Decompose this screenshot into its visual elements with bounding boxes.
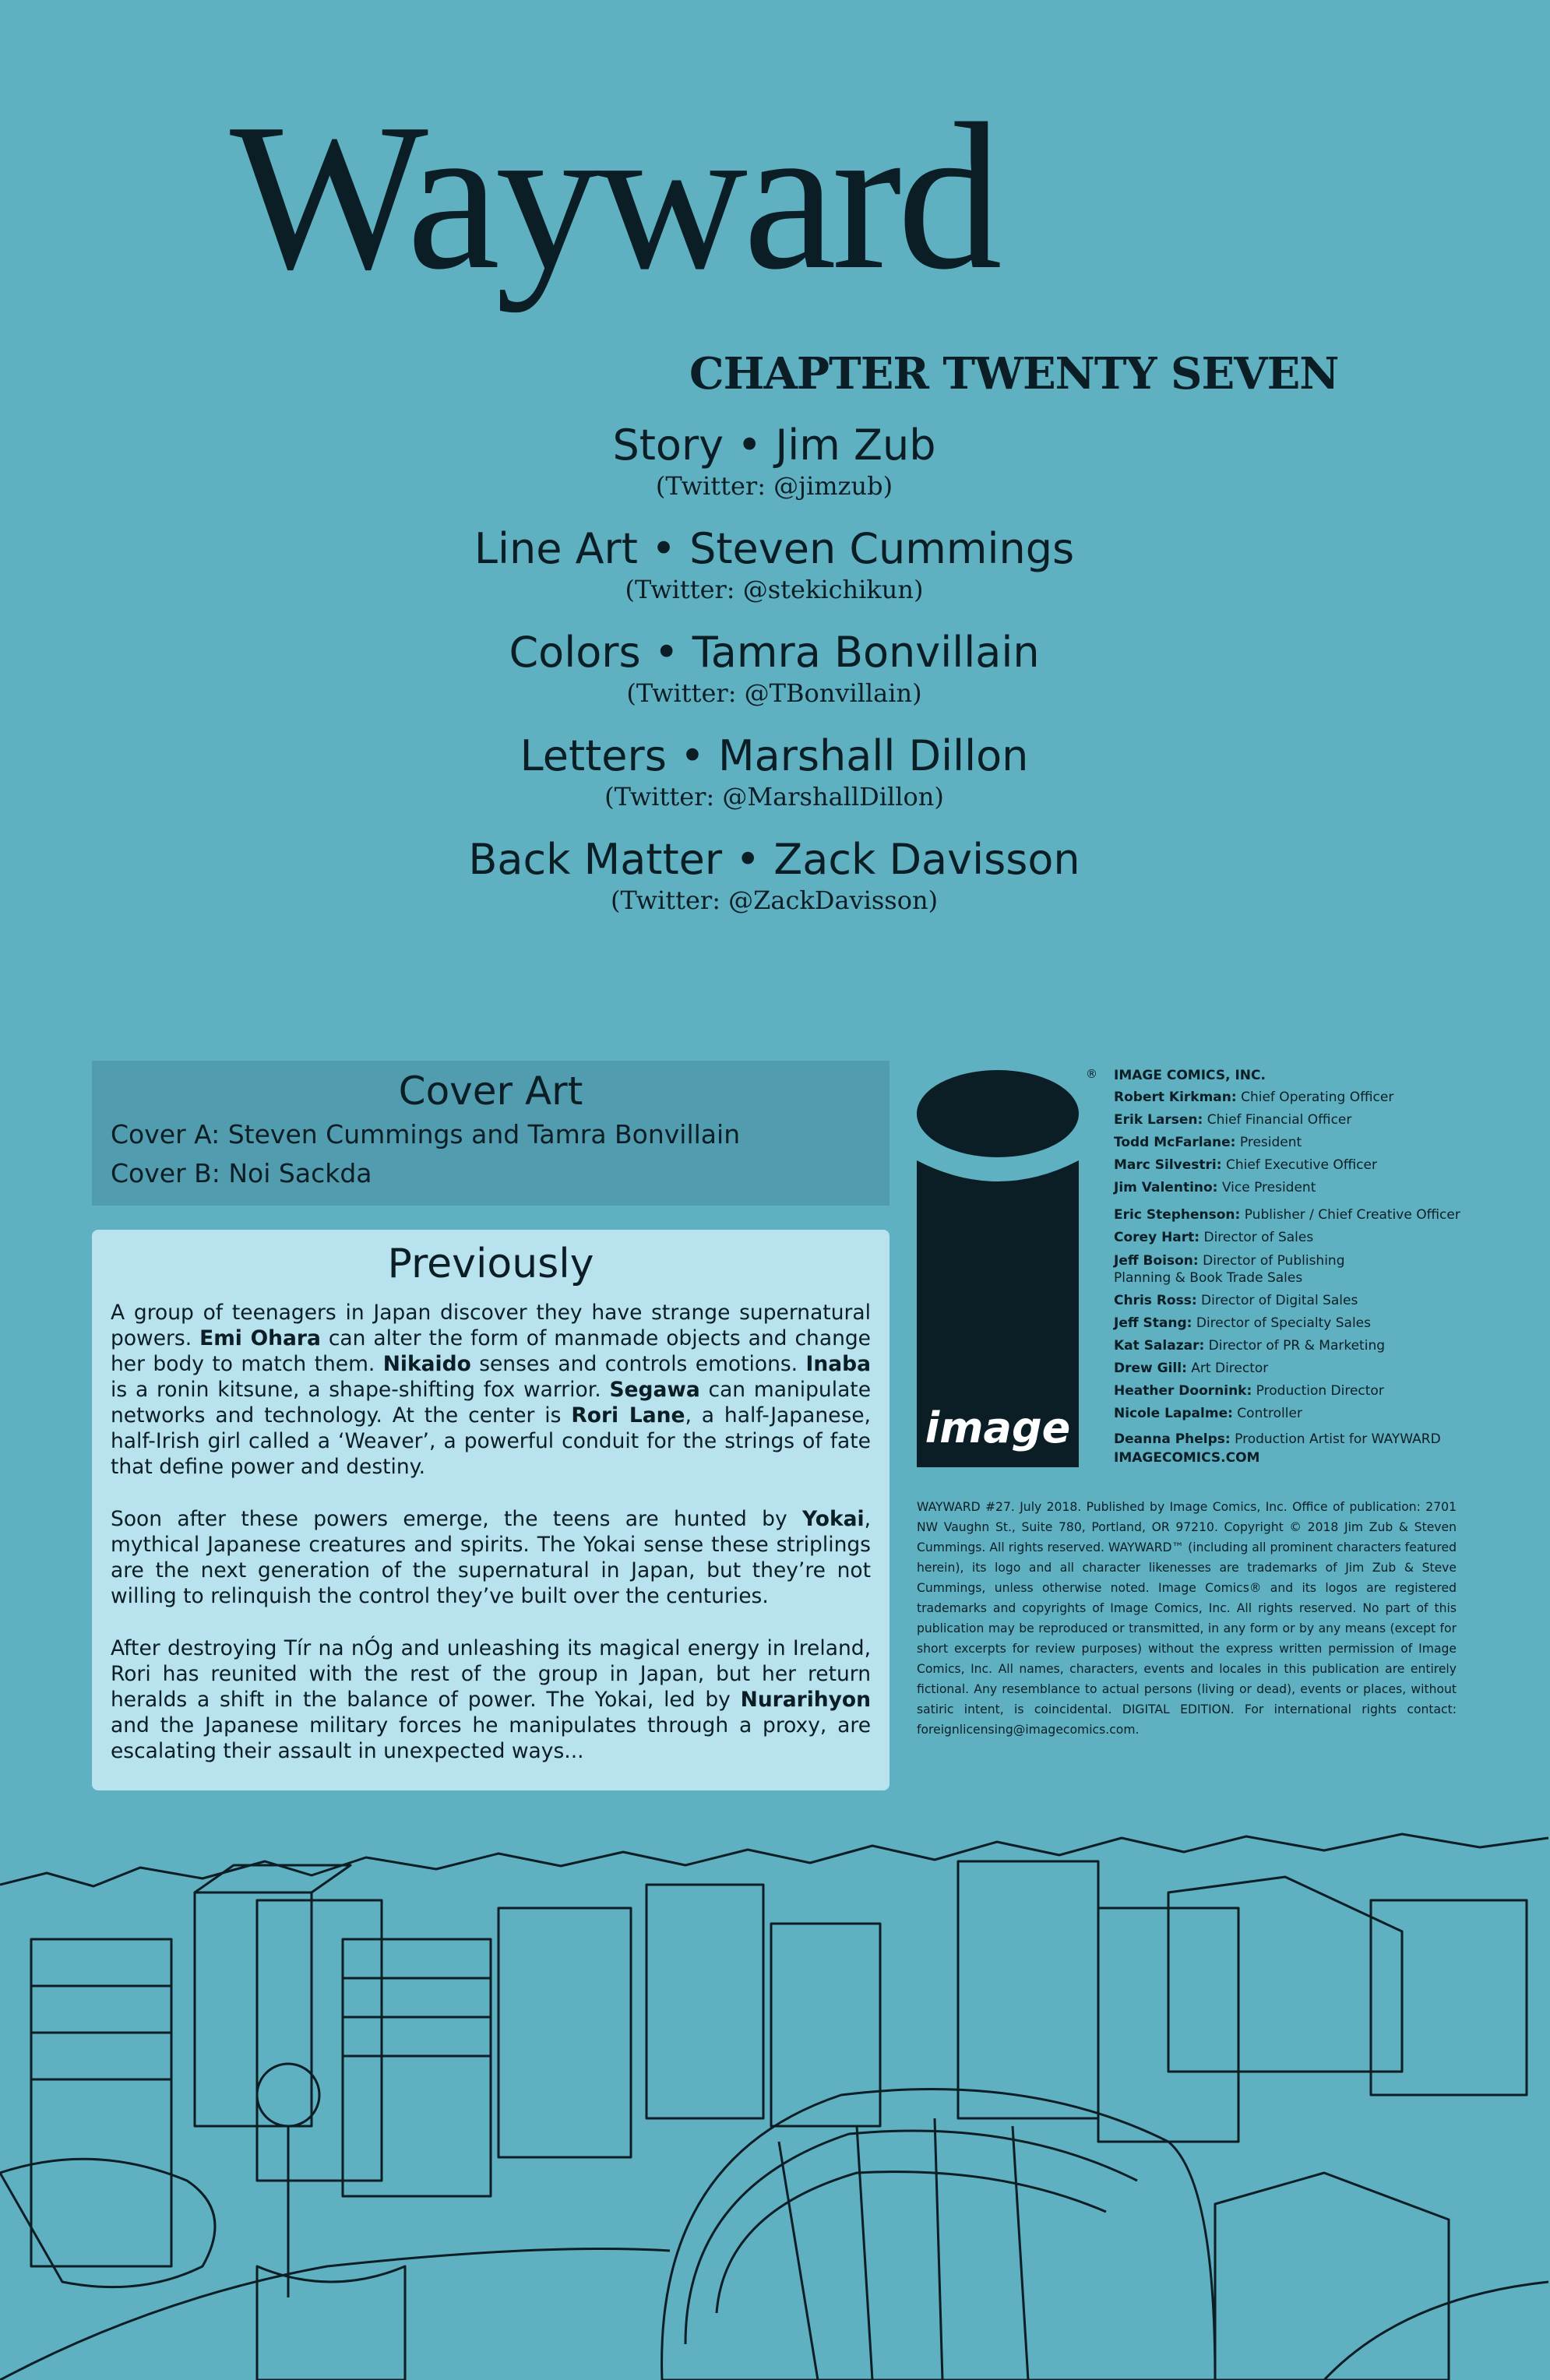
staff-title: President [1235, 1135, 1302, 1150]
staff-title: Vice President [1217, 1180, 1316, 1195]
credit-role: Story • Jim Zub [612, 421, 936, 470]
publisher-company: IMAGE COMICS, INC. [1114, 1068, 1266, 1083]
staff-row [1114, 1227, 1550, 1249]
registered-mark: ® [1086, 1067, 1097, 1081]
staff-name: Drew Gill: [1114, 1361, 1187, 1376]
credit-colors [0, 628, 1548, 709]
staff-title: Director of Sales [1199, 1230, 1314, 1245]
legal-indicia: WAYWARD #27. July 2018. Published by Image Comics, Inc. Office of publication: 2701 NW Vaughn St., Suite 780, Portland, OR 97210. Copyright © 2018 Jim Zub & Steven Cummings. All rights reserved. WAYWARD™ (including all prominent characters featured herein), its logo and all character likenesses are trademarks of Jim Zub & Steve Cummings, unless otherwise noted. Image Comics® and its logos are registered trademarks and copyrights of Image Comics, Inc. All rights reserved. No part of this publication may be reproduced or transmitted, in any form or by any means (except for short excerpts for review purposes) without the express written permission of Image Comics, Inc. All names, characters, events and locales in this publication are entirely fictional. Any resemblance to actual persons (living or dead), events or places, without satiric intent, is coincidental. DIGITAL EDITION. For international rights contact: foreignlicensing@imagecomics.com. [917, 1500, 1457, 1737]
staff-name: Marc Silvestri: [1114, 1157, 1222, 1173]
credit-line-art [0, 524, 1548, 605]
staff-row [1114, 1380, 1550, 1403]
text-run: Soon after these powers emerge, the teens are hunted by [111, 1507, 802, 1531]
staff-title: Publisher / Chief Creative Officer [1240, 1207, 1460, 1223]
credit-twitter: (Twitter: @stekichikun) [625, 575, 924, 604]
character-name: Inaba [805, 1352, 871, 1376]
staff-title: Chief Executive Officer [1221, 1157, 1377, 1173]
publisher-staff-list [1114, 1065, 1550, 1467]
text-run: senses and controls emotions. [470, 1352, 806, 1376]
character-name: Rori Lane [571, 1403, 685, 1428]
staff-name: Jeff Stang: [1114, 1315, 1192, 1331]
credit-role: Colors • Tamra Bonvillain [509, 628, 1040, 677]
staff-name: Chris Ross: [1114, 1293, 1197, 1308]
previously-paragraph-1 [111, 1300, 871, 1480]
credit-twitter: (Twitter: @jimzub) [655, 471, 893, 501]
staff-row [1114, 1204, 1550, 1227]
cover-b-credit: Cover B: Noi Sackda [111, 1158, 372, 1188]
text-run: and the Japanese military forces he manipulates through a proxy, are escalating their assault in unexpected ways... [111, 1713, 871, 1763]
staff-row [1114, 1335, 1550, 1357]
credit-twitter: (Twitter: @MarshallDillon) [604, 782, 944, 812]
image-comics-logo [915, 1067, 1097, 1467]
text-run: is a ronin kitsune, a shape-shifting fox warrior. [111, 1378, 610, 1402]
staff-row [1114, 1109, 1550, 1132]
staff-row [1114, 1177, 1550, 1199]
staff-name: Robert Kirkman: [1114, 1090, 1237, 1105]
cover-a-credit: Cover A: Steven Cummings and Tamra Bonvillain [111, 1119, 741, 1150]
staff-row [1114, 1357, 1550, 1380]
staff-title: Production Director [1252, 1383, 1384, 1399]
staff-row [1114, 1403, 1550, 1425]
credit-letters [0, 731, 1548, 812]
image-logo-wordmark: image [925, 1403, 1071, 1452]
character-name: Nikaido [382, 1352, 471, 1376]
staff-name: Jim Valentino: [1114, 1180, 1218, 1195]
text-run: , mythical Japanese creatures and spirits. The Yokai sense these striplings are the next generation of the supernatural in Japan, but they’re not willing to relinquish the control they’ve built over the centuries. [111, 1507, 871, 1608]
staff-name: Jeff Boison: [1114, 1253, 1199, 1269]
cover-art-heading: Cover Art [398, 1069, 583, 1114]
staff-row [1114, 1249, 1371, 1290]
character-name: Nurarihyon [740, 1688, 871, 1712]
staff-title: Director of PR & Marketing [1204, 1338, 1386, 1354]
staff-name: Nicole Lapalme: [1114, 1406, 1233, 1421]
staff-title: Director of Specialty Sales [1192, 1315, 1371, 1331]
staff-row [1114, 1430, 1550, 1449]
staff-title: Chief Operating Officer [1236, 1090, 1394, 1105]
credit-story [0, 421, 1548, 502]
credit-role: Back Matter • Zack Davisson [468, 835, 1080, 884]
staff-title: Director of Digital Sales [1196, 1293, 1358, 1308]
staff-name: Eric Stephenson: [1114, 1207, 1241, 1223]
staff-name: Heather Doornink: [1114, 1383, 1252, 1399]
character-name: Emi Ohara [199, 1326, 321, 1350]
comic-title: Wayward [230, 80, 998, 313]
previously-heading: Previously [387, 1241, 594, 1287]
credit-twitter: (Twitter: @TBonvillain) [626, 678, 922, 708]
staff-name: Deanna Phelps: [1114, 1431, 1231, 1447]
staff-name: Kat Salazar: [1114, 1338, 1205, 1354]
credit-back-matter [0, 835, 1548, 916]
character-name: Segawa [609, 1378, 700, 1402]
text-run: After destroying Tír na nÓg and unleashing its magical energy in Ireland, Rori has reunited with the rest of the group in Japan, but her return heralds a shift in the balance of power. The Yokai, led by [111, 1636, 871, 1712]
staff-name: Todd McFarlane: [1114, 1135, 1236, 1150]
text-run: , a half-Japanese, half-Irish girl called a ‘Weaver’, a powerful conduit for the strings of fate that define power and destiny. [111, 1403, 871, 1479]
text-run: A group of teenagers in Japan discover they have strange supernatural powers. [111, 1301, 871, 1350]
chapter-title: CHAPTER TWENTY SEVEN [689, 348, 1339, 400]
staff-title: Production Artist for WAYWARD [1230, 1431, 1441, 1447]
staff-row [1114, 1290, 1550, 1312]
staff-title: Art Director [1186, 1361, 1269, 1376]
staff-row [1114, 1086, 1550, 1109]
previously-paragraph-2 [111, 1506, 871, 1609]
staff-row [1114, 1154, 1550, 1177]
staff-title: Controller [1232, 1406, 1302, 1421]
staff-row [1114, 1132, 1550, 1154]
staff-title: Chief Financial Officer [1203, 1112, 1352, 1128]
text-run: can alter the form of manmade objects and change her body to match them. [111, 1326, 871, 1376]
text-run: can manipulate networks and technology. At the center is [111, 1378, 872, 1428]
credit-twitter: (Twitter: @ZackDavisson) [610, 885, 939, 915]
character-name: Yokai [802, 1507, 865, 1531]
staff-name: Corey Hart: [1114, 1230, 1200, 1245]
credit-role: Line Art • Steven Cummings [474, 524, 1075, 573]
publisher-website[interactable]: IMAGECOMICS.COM [1114, 1450, 1260, 1466]
staff-title: Director of Publishing Planning & Book Trade Sales [1114, 1253, 1345, 1286]
city-illustration [0, 1706, 1548, 2380]
staff-row [1114, 1312, 1550, 1335]
staff-name: Erik Larsen: [1114, 1112, 1203, 1128]
credit-role: Letters • Marshall Dillon [520, 731, 1029, 780]
cover-art-box [92, 1061, 889, 1206]
